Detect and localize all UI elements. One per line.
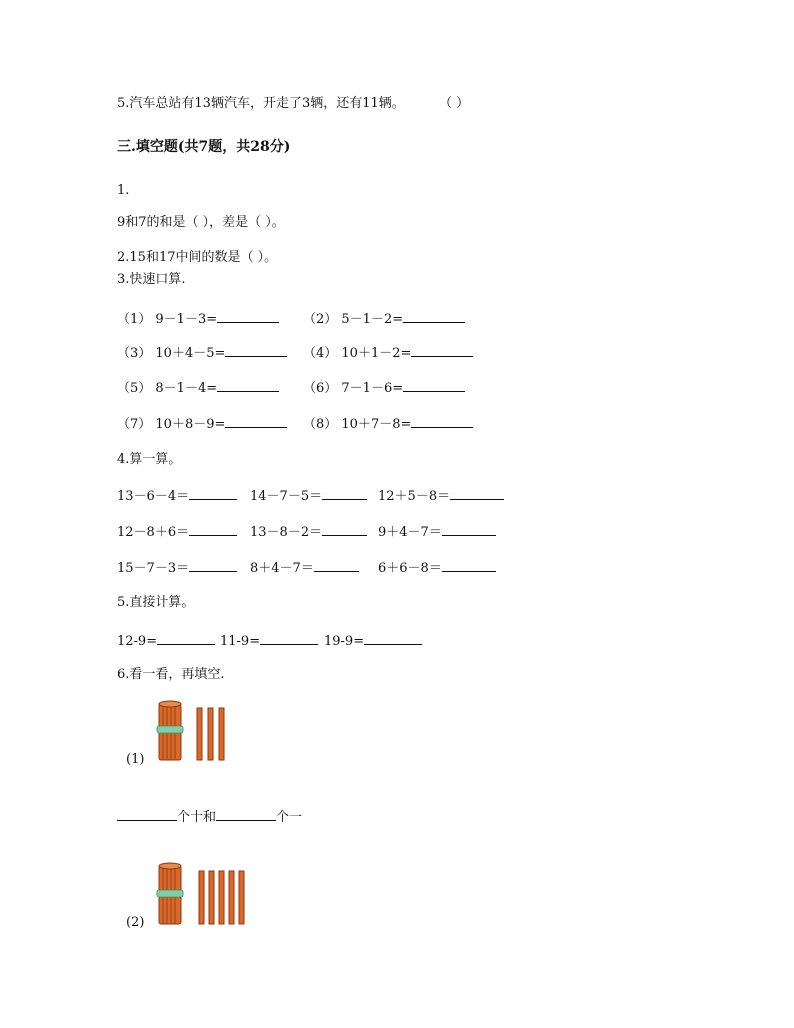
fill-q3-title: 3.快速口算. [117, 272, 186, 287]
q5-item-3-expr: 19-9= [324, 634, 365, 649]
q4-item-9-blank[interactable] [442, 559, 496, 572]
q4-item-2-blank[interactable] [322, 487, 367, 500]
fill-q6-title: 6.看一看，再填空. [117, 667, 225, 682]
q5-item-2 [220, 632, 318, 650]
q3-item-2-blank[interactable] [403, 310, 465, 323]
q3-item-5 [117, 379, 279, 397]
q3-item-4 [303, 344, 473, 362]
q4-item-7-expr: 15－7－3＝ [117, 561, 190, 576]
q4-item-6 [378, 523, 496, 541]
q3-item-3 [117, 344, 287, 362]
q5-item-1-blank[interactable] [157, 632, 215, 645]
single-sticks-icon [197, 708, 224, 760]
q4-item-7-blank[interactable] [189, 559, 237, 572]
q4-item-4 [117, 523, 237, 541]
q3-item-4-blank[interactable] [411, 344, 473, 357]
q3-item-8-expr: （8） 10＋7－8= [303, 417, 412, 432]
q3-item-5-blank[interactable] [217, 379, 279, 392]
picture-label-1: (1) [126, 752, 145, 767]
q5-item-3-blank[interactable] [364, 632, 422, 645]
bundle-of-ten-icon [157, 701, 183, 760]
q3-item-8-blank[interactable] [411, 415, 473, 428]
q4-item-9 [378, 559, 496, 577]
q3-item-7-expr: （7） 10＋8－9= [117, 417, 226, 432]
q4-item-2-expr: 14－7－5＝ [250, 489, 323, 504]
q4-item-5-expr: 13－8－2＝ [250, 525, 323, 540]
q3-item-6-expr: （6） 7－1－6= [303, 381, 404, 396]
q3-item-7-blank[interactable] [225, 415, 287, 428]
q4-item-9-expr: 6＋6－8＝ [378, 561, 442, 576]
q5-item-1 [117, 632, 215, 650]
q4-item-3 [378, 487, 504, 505]
q3-item-3-blank[interactable] [225, 344, 287, 357]
q3-item-7 [117, 415, 287, 433]
q3-item-8 [303, 415, 473, 433]
q6-ones-text: 个一 [276, 810, 303, 825]
q3-item-3-expr: （3） 10＋4－5= [117, 346, 226, 361]
q3-item-6-blank[interactable] [403, 379, 465, 392]
q4-item-2 [250, 487, 367, 505]
q3-item-1-expr: （1） 9－1－3= [117, 312, 218, 327]
q4-item-6-blank[interactable] [442, 523, 496, 536]
q5-item-2-blank[interactable] [260, 632, 318, 645]
judge-answer-paren: （ ） [439, 96, 470, 111]
q6-ones-blank[interactable] [216, 808, 276, 821]
judge-question-5 [117, 96, 469, 112]
judge-question-5-text: 5.汽车总站有13辆汽车，开走了3辆，还有11辆。 [117, 96, 405, 111]
q6-tens-text: 个十和 [177, 810, 217, 825]
q5-item-3 [324, 632, 422, 650]
q4-item-7 [117, 559, 237, 577]
q4-item-6-expr: 9＋4－7＝ [378, 525, 442, 540]
q3-item-1-blank[interactable] [217, 310, 279, 323]
q4-item-4-expr: 12－8＋6＝ [117, 525, 190, 540]
q3-item-1 [117, 310, 279, 328]
single-sticks-icon [199, 871, 244, 924]
q3-item-6 [303, 379, 465, 397]
q4-item-4-blank[interactable] [189, 523, 237, 536]
q5-item-1-expr: 12-9= [117, 634, 158, 649]
fill-q1-text: 9和7的和是（ ），差是（ ）。 [117, 215, 285, 230]
q3-item-4-expr: （4） 10＋1－2= [303, 346, 412, 361]
fill-q5-title: 5.直接计算。 [117, 595, 195, 610]
fill-q1-number: 1. [117, 183, 130, 198]
stick-bundle-figure-2 [155, 862, 255, 926]
q6-answer-line [117, 808, 302, 826]
q4-item-5 [250, 523, 367, 541]
q4-item-1-blank[interactable] [189, 487, 237, 500]
section-title: 三.填空题(共7题，共28分) [117, 139, 291, 155]
q4-item-3-blank[interactable] [450, 487, 504, 500]
q3-item-2-expr: （2） 5－1－2= [303, 312, 404, 327]
fill-q2-text: 2.15和17中间的数是（ ）。 [117, 250, 278, 265]
fill-q4-title: 4.算一算。 [117, 452, 182, 467]
bundle-of-ten-icon [157, 863, 183, 924]
q5-item-2-expr: 11-9= [220, 634, 261, 649]
q4-item-8-expr: 8＋4－7＝ [250, 561, 314, 576]
q3-item-5-expr: （5） 8－1－4= [117, 381, 218, 396]
q6-tens-blank[interactable] [117, 808, 177, 821]
stick-bundle-figure-1 [155, 700, 235, 762]
q4-item-1 [117, 487, 237, 505]
q4-item-5-blank[interactable] [322, 523, 367, 536]
q4-item-3-expr: 12＋5－8＝ [378, 489, 451, 504]
q4-item-1-expr: 13－6－4＝ [117, 489, 190, 504]
q4-item-8-blank[interactable] [314, 559, 359, 572]
picture-label-2: (2) [126, 915, 145, 930]
q4-item-8 [250, 559, 359, 577]
q3-item-2 [303, 310, 465, 328]
